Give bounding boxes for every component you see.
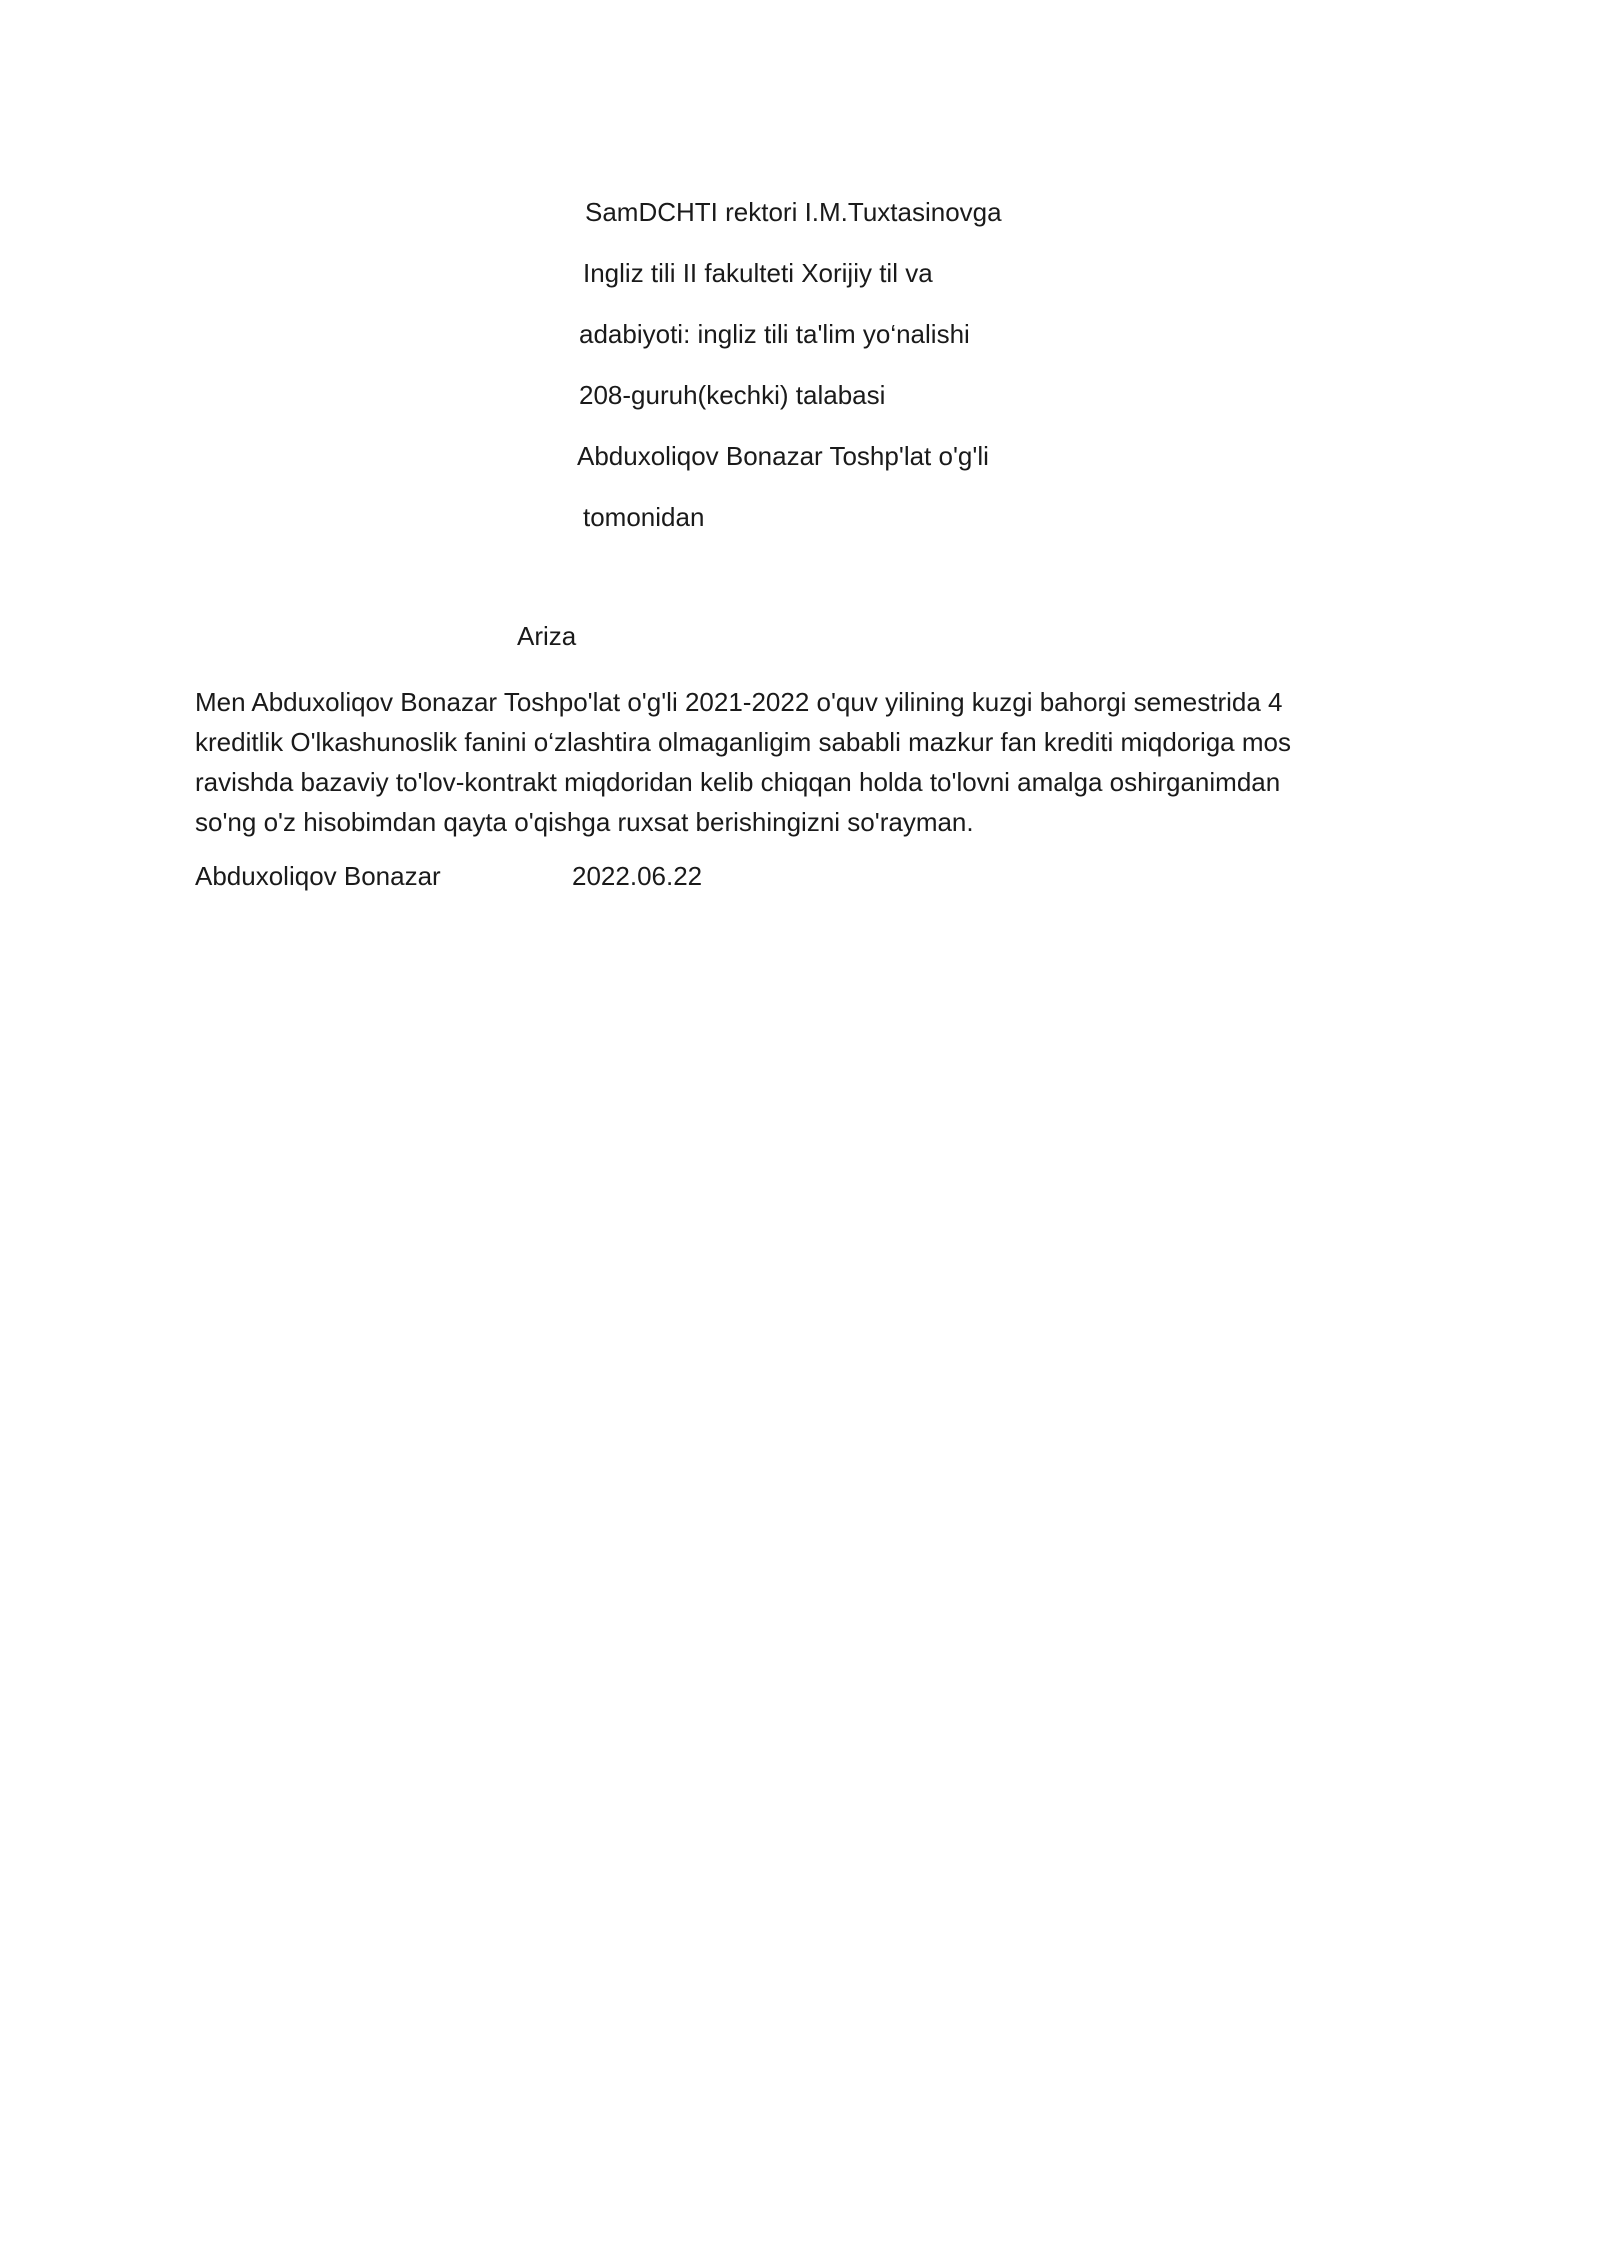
document-title: Ariza: [517, 621, 577, 651]
body-line: Men Abduxoliqov Bonazar Toshpo'lat o'g'li 2021-2022 o'quv yilining kuzgi bahorgi semestrida 4: [195, 687, 1283, 717]
header-line-faculty: Ingliz tili II fakulteti Xorijiy til va: [583, 258, 933, 288]
body-line: ravishda bazaviy to'lov-kontrakt miqdoridan kelib chiqqan holda to'lovni amalga oshirganimdan: [195, 767, 1281, 797]
header-line-recipient: SamDCHTI rektori I.M.Tuxtasinovga: [585, 197, 1002, 227]
body-line: kreditlik O'lkashunoslik fanini o‘zlashtira olmaganligim sababli mazkur fan krediti miqdoriga mos: [195, 727, 1291, 757]
document-date: 2022.06.22: [572, 861, 703, 891]
body-paragraph: [195, 682, 1395, 842]
header-line-group: 208-guruh(kechki) talabasi: [579, 380, 886, 410]
header-line-student-name: Abduxoliqov Bonazar Toshp'lat o'g'li: [577, 441, 989, 471]
header-line-specialty: adabiyoti: ingliz tili ta'lim yo‘nalishi: [579, 319, 970, 349]
header-line-from: tomonidan: [583, 502, 705, 532]
body-line: so'ng o'z hisobimdan qayta o'qishga ruxsat berishingizni so'rayman.: [195, 807, 974, 837]
signature-name: Abduxoliqov Bonazar: [195, 861, 441, 891]
